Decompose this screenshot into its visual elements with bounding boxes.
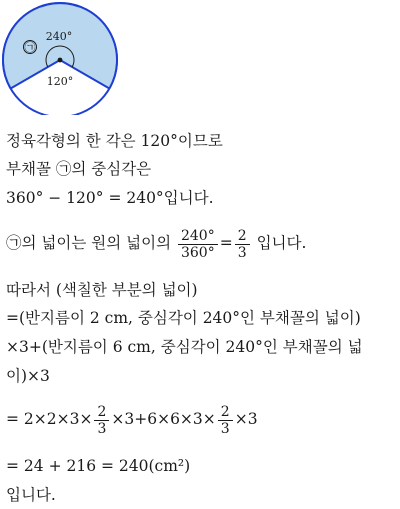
fraction-denominator: 3: [97, 420, 107, 437]
fraction-denominator: 360°: [180, 244, 215, 261]
line9-part-a: = 2×2×3×: [6, 410, 93, 428]
line4-prefix: ㉠의 넓이는 원의 넓이의: [6, 234, 172, 252]
region-label: ㉠: [24, 41, 36, 54]
fraction-2-3: [235, 228, 250, 261]
fraction-numerator: 240°: [178, 228, 218, 245]
solution-line-8: 이)×3: [6, 367, 50, 385]
sector-figure: [0, 0, 125, 115]
fraction-2-3-first: [94, 404, 109, 437]
solution-line-5: 따라서 (색칠한 부분의 넓이): [6, 281, 198, 299]
fraction-numerator: 2: [94, 404, 109, 421]
solution-line-1: 정육각형의 한 각은 120°이므로: [6, 132, 223, 150]
line4-suffix: 입니다.: [256, 234, 307, 252]
solution-line-10: = 24 + 216 = 240(cm²): [6, 457, 191, 475]
solution-line-9: [6, 400, 396, 438]
solution-line-3: 360° − 120° = 240°입니다.: [6, 189, 214, 207]
fraction-numerator: 2: [218, 404, 233, 421]
equals-sign: =: [219, 234, 233, 252]
solution-line-7: ×3+(반지름이 6 cm, 중심각이 240°인 부채꼴의 넓: [6, 338, 363, 356]
line9-part-b: ×3+6×6×3×: [111, 410, 216, 428]
fraction-240-360: [178, 228, 218, 261]
fraction-denominator: 3: [220, 420, 230, 437]
fraction-numerator: 2: [235, 228, 250, 245]
center-point: [58, 58, 63, 63]
fraction-denominator: 3: [237, 244, 247, 261]
solution-line-11: 입니다.: [6, 486, 56, 504]
fraction-2-3-second: [218, 404, 233, 437]
line9-part-c: ×3: [234, 410, 258, 428]
solution-line-6: =(반지름이 2 cm, 중심각이 240°인 부채꼴의 넓이): [6, 309, 361, 327]
angle-240-label: 240°: [45, 30, 73, 43]
solution-line-4: [6, 224, 396, 262]
angle-120-label: 120°: [46, 75, 74, 88]
solution-line-2: 부채꼴 ㉠의 중심각은: [6, 160, 152, 178]
